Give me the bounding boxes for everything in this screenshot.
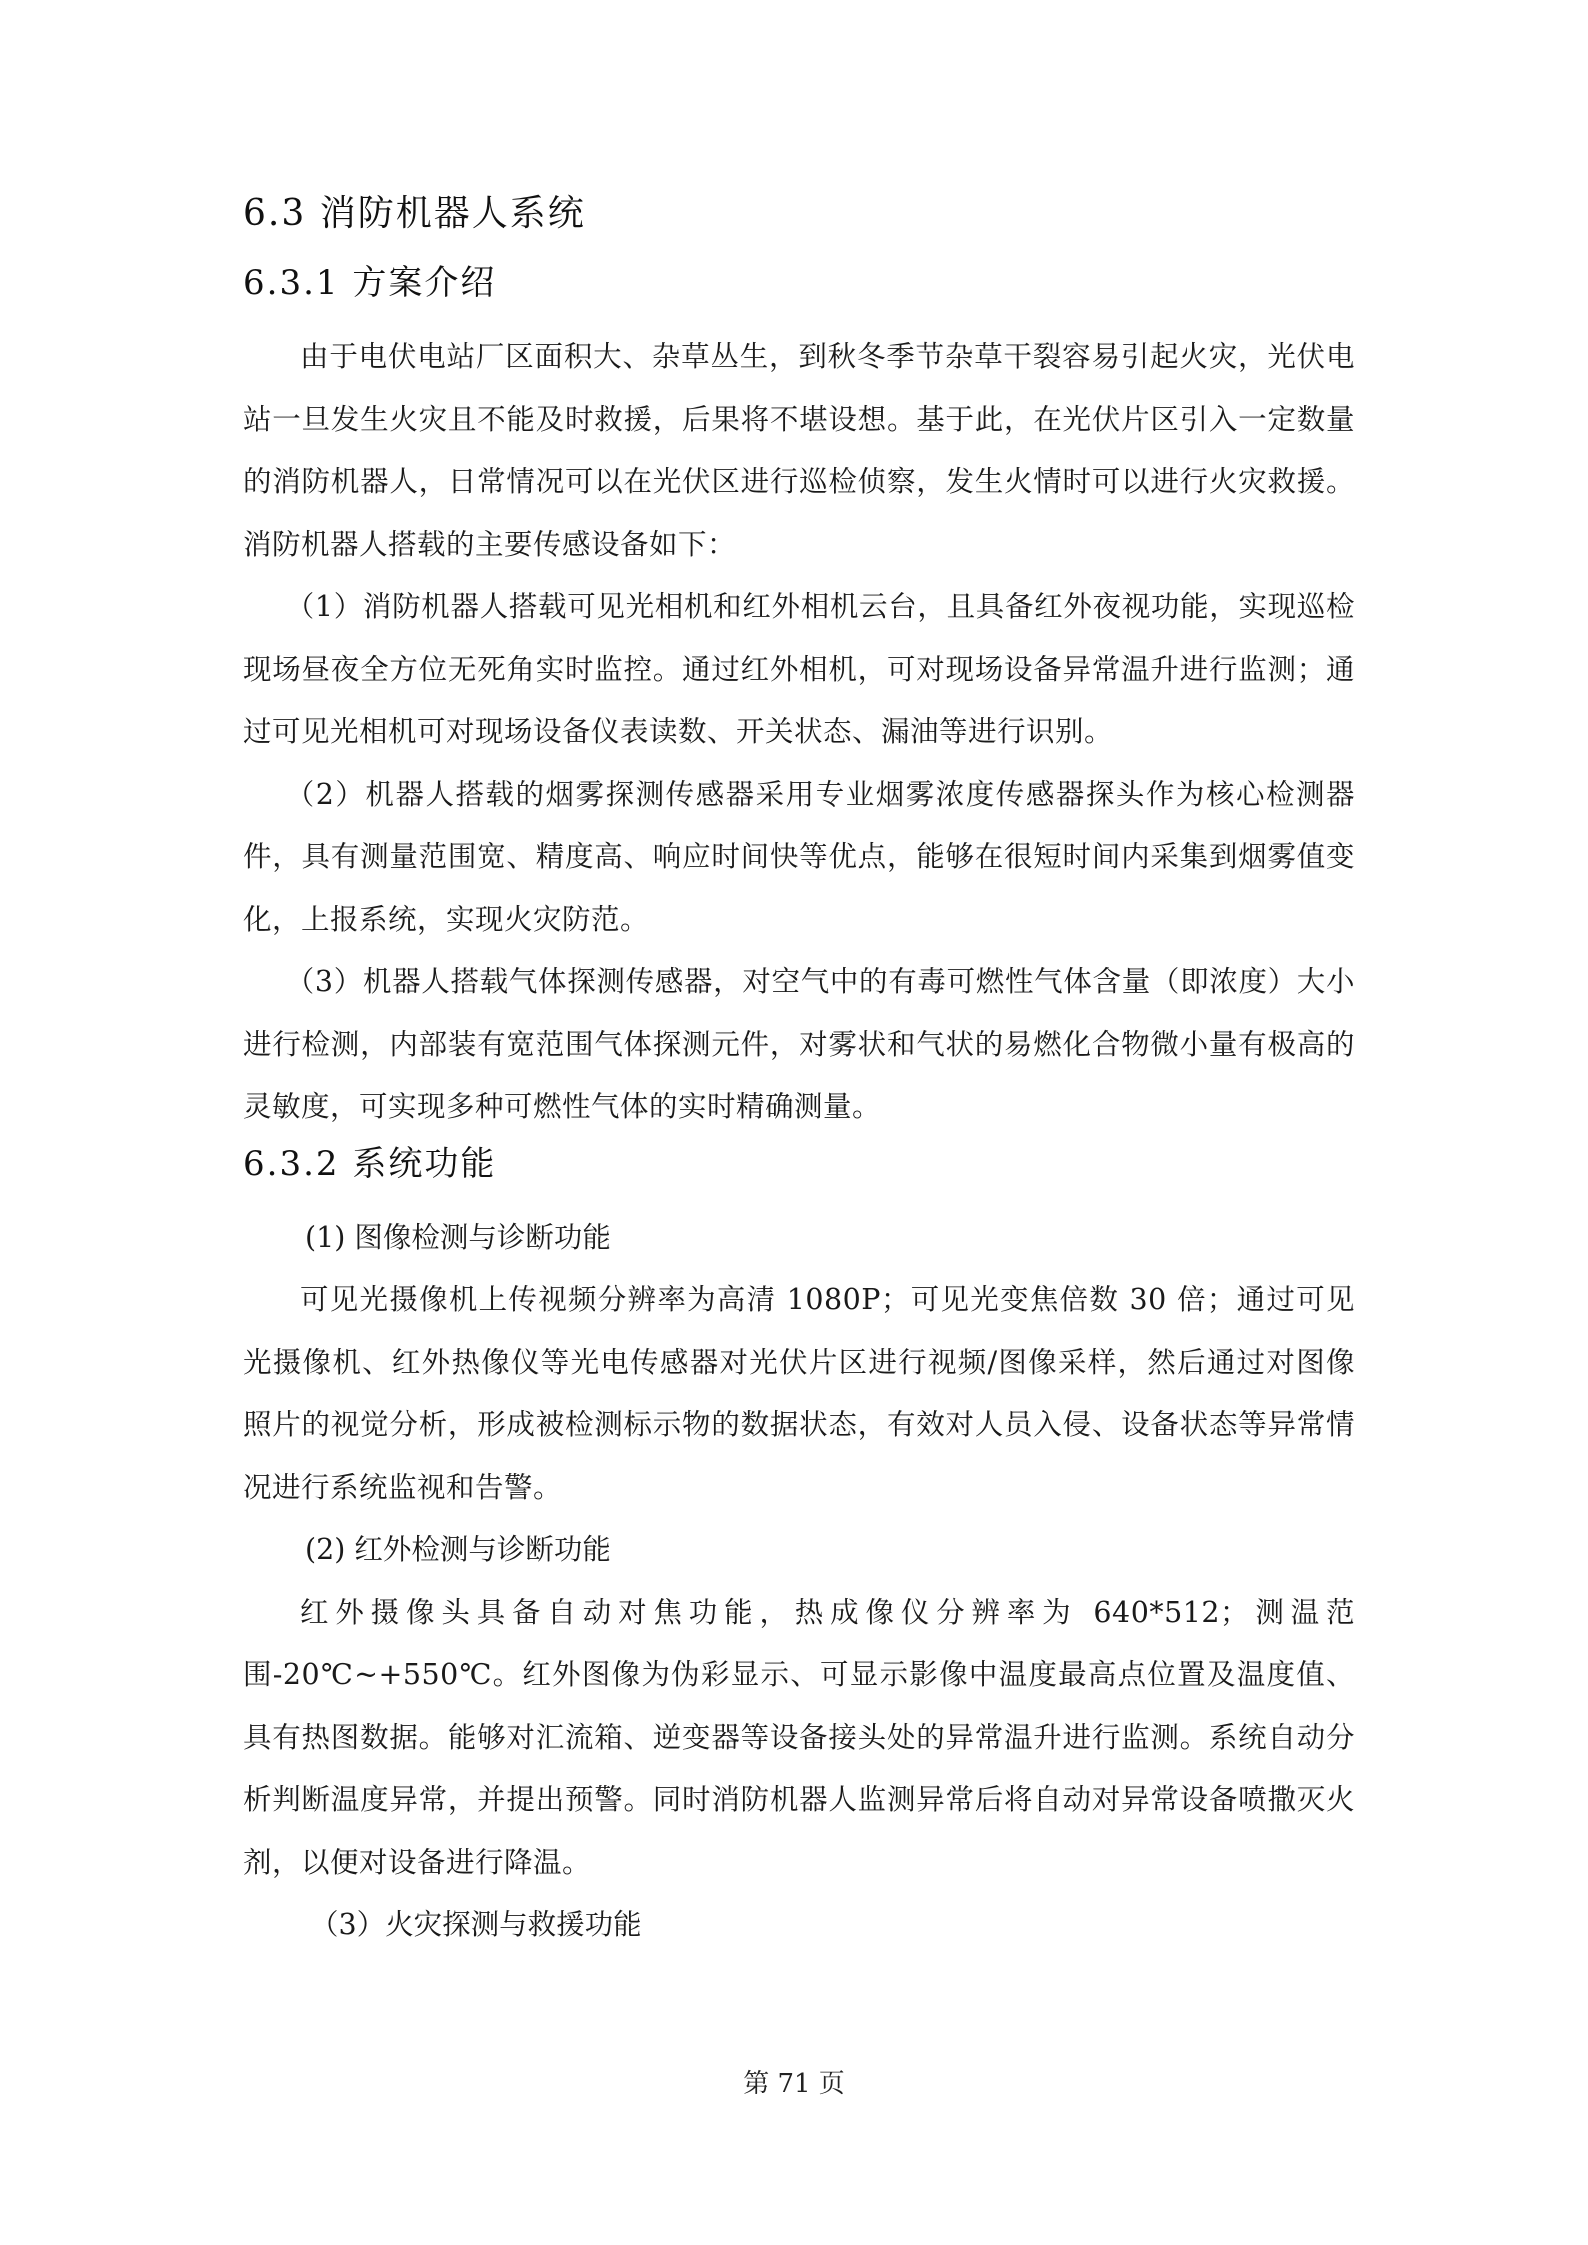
subsection-heading-functions: 6.3.2 系统功能	[243, 1143, 497, 1184]
document-page	[243, 190, 1355, 1957]
sensor-item-3: （3）机器人搭载气体探测传感器，对空气中的有毒可燃性气体含量（即浓度）大小进行检测，内部装有宽范围气体探测元件，对雾状和气状的易燃化合物微小量有极高的灵敏度，可实现多种可燃性气体的实时精确测量。	[243, 965, 1355, 1123]
function-2-title: (2) 红外检测与诊断功能	[305, 1533, 611, 1566]
function-1-title: (1) 图像检测与诊断功能	[305, 1220, 611, 1254]
function-2-text: 红外摄像头具备自动对焦功能，热成像仪分辨率为 640*512；测温范围-20℃~+550℃。红外图像为伪彩显示、可显示影像中温度最高点位置及温度值、具有热图数据。能够对汇流箱、逆变器等设备接头处的异常温升进行监测。系统自动分析判断温度异常，并提出预警。同时消防机器人监测异常后将自动对异常设备喷撒灭火剂，以便对设备进行降温。	[243, 1595, 1355, 1879]
function-3-title: （3）火灾探测与救援功能	[310, 1908, 642, 1941]
page-number: 第 71 页	[743, 2069, 845, 2099]
function-1-text: 可见光摄像机上传视频分辨率为高清 1080P；可见光变焦倍数 30 倍；通过可见光摄像机、红外热像仪等光电传感器对光伏片区进行视频/图像采样，然后通过对图像照片的视觉分析，形成被检测标示物的数据状态，有效对人员入侵、设备状态等异常情况进行系统监视和告警。	[243, 1283, 1355, 1504]
intro-paragraph: 由于电伏电站厂区面积大、杂草丛生，到秋冬季节杂草干裂容易引起火灾，光伏电站一旦发生火灾且不能及时救援，后果将不堪设想。基于此，在光伏片区引入一定数量的消防机器人，日常情况可以在光伏区进行巡检侦察，发生火情时可以进行火灾救援。消防机器人搭载的主要传感设备如下：	[243, 340, 1355, 561]
sensor-item-1: （1）消防机器人搭载可见光相机和红外相机云台，且具备红外夜视功能，实现巡检现场昼夜全方位无死角实时监控。通过红外相机，可对现场设备异常温升进行监测；通过可见光相机可对现场设备仪表读数、开关状态、漏油等进行识别。	[243, 590, 1355, 748]
sensor-item-2: （2）机器人搭载的烟雾探测传感器采用专业烟雾浓度传感器探头作为核心检测器件，具有测量范围宽、精度高、响应时间快等优点，能够在很短时间内采集到烟雾值变化，上报系统，实现火灾防范。	[243, 777, 1355, 936]
section-heading: 6.3 消防机器人系统	[243, 193, 586, 234]
subsection-heading-intro: 6.3.1 方案介绍	[243, 263, 497, 303]
